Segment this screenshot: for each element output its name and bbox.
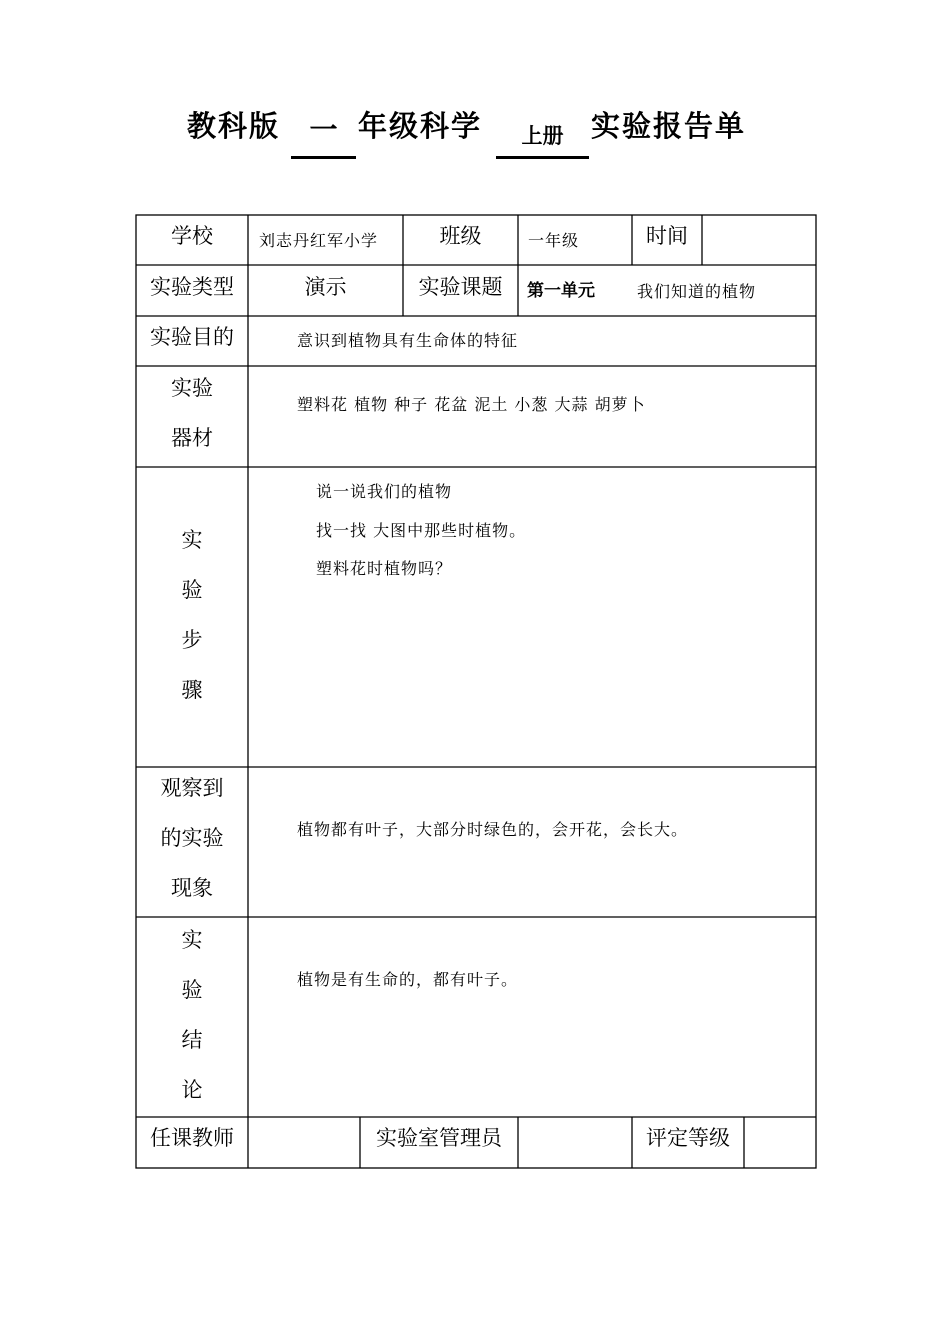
steps-label-char: 实 — [181, 528, 203, 552]
conclusion-label-char: 验 — [181, 978, 203, 1002]
title-report-sheet: 实验报告单 — [591, 109, 747, 143]
title-publisher: 教科版 — [187, 109, 281, 143]
teacher-label: 任课教师 — [150, 1126, 234, 1150]
conclusion-value: 植物是有生命的，都有叶子。 — [297, 970, 519, 989]
class-value: 一年级 — [528, 231, 580, 250]
school-label: 学校 — [171, 224, 213, 248]
purpose-value: 意识到植物具有生命体的特征 — [297, 331, 519, 350]
title-grade-subject: 年级科学 — [358, 109, 483, 143]
conclusion-label-char: 论 — [181, 1078, 203, 1102]
purpose-label: 实验目的 — [150, 325, 234, 349]
topic-value: 我们知道的植物 — [637, 282, 757, 301]
unit-value: 第一单元 — [527, 281, 595, 301]
materials-label-line1: 实验 — [171, 376, 213, 400]
experiment-type-value: 演示 — [304, 275, 347, 299]
conclusion-label-char: 实 — [181, 928, 203, 952]
observation-label-line2: 的实验 — [160, 826, 224, 850]
title-volume-blank: 上册 — [496, 110, 589, 159]
step-line-3: 塑料花时植物吗？ — [316, 559, 453, 578]
materials-label-line2: 器材 — [171, 426, 213, 450]
steps-label-char: 步 — [181, 628, 203, 652]
experiment-type-label: 实验类型 — [150, 275, 234, 299]
observation-label-line3: 现象 — [171, 876, 213, 900]
experiment-topic-label: 实验课题 — [418, 275, 503, 299]
steps-label-char: 验 — [181, 578, 203, 602]
steps-label-char: 骤 — [181, 678, 203, 702]
step-line-2: 找一找 大图中那些时植物。 — [316, 521, 527, 540]
materials-value: 塑料花 植物 种子 花盆 泥土 小葱 大蒜 胡萝卜 — [297, 395, 646, 414]
observation-value: 植物都有叶子，大部分时绿色的，会开花，会长大。 — [297, 820, 689, 839]
school-value: 刘志丹红军小学 — [259, 231, 379, 250]
grade-label: 评定等级 — [646, 1126, 730, 1150]
time-label: 时间 — [646, 224, 688, 248]
observation-label-line1: 观察到 — [160, 776, 224, 800]
step-line-1: 说一说我们的植物 — [316, 482, 453, 501]
lab-admin-label: 实验室管理员 — [376, 1126, 502, 1150]
title-grade-blank: 一 — [291, 108, 356, 159]
conclusion-label-char: 结 — [181, 1028, 203, 1052]
report-title — [0, 100, 950, 170]
class-label: 班级 — [439, 224, 482, 248]
